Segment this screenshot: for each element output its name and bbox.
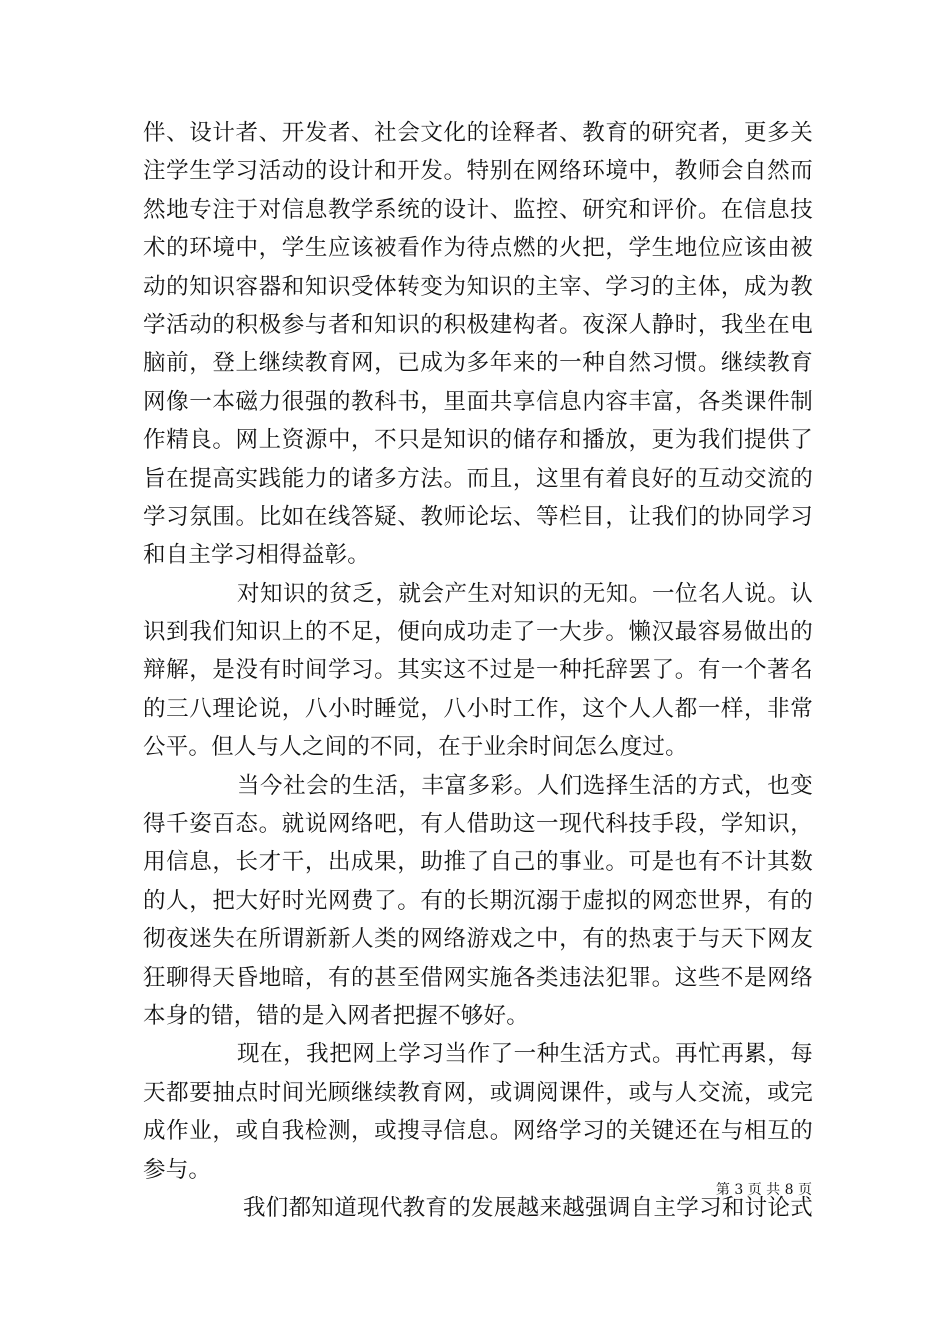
text-line-17: 公平。但人与人之间的不同，在于业余时间怎么度过。 xyxy=(143,734,688,761)
text-line-5: 动的知识容器和知识受体转变为知识的主宰、学习的主体，成为教 xyxy=(143,273,813,300)
text-line-24: 本身的错，错的是入网者把握不够好。 xyxy=(143,1002,529,1029)
text-line-4: 术的环境中，学生应该被看作为待点燃的火把，学生地位应该由被 xyxy=(143,235,813,262)
text-line-19: 得千姿百态。就说网络吧，有人借助这一现代科技手段，学知识， xyxy=(143,811,813,838)
body-text xyxy=(143,114,813,1227)
page-number-footer: 第 3 页 共 8 页 xyxy=(715,1182,812,1198)
text-line-29: 我们都知道现代教育的发展越来越强调自主学习和讨论式 xyxy=(243,1194,813,1221)
text-line-20: 用信息，长才干，出成果，助推了自己的事业。可是也有不计其数 xyxy=(143,849,813,876)
text-line-6: 学活动的积极参与者和知识的积极建构者。夜深人静时，我坐在电 xyxy=(143,311,813,338)
text-line-2: 注学生学习活动的设计和开发。特别在网络环境中，教师会自然而 xyxy=(143,158,813,185)
text-line-14: 识到我们知识上的不足，便向成功走了一大步。懒汉最容易做出的 xyxy=(143,619,813,646)
text-line-3: 然地专注于对信息教学系统的设计、监控、研究和评价。在信息技 xyxy=(143,196,813,223)
text-line-13: 对知识的贫乏，就会产生对知识的无知。一位名人说。认 xyxy=(237,580,813,607)
text-line-10: 旨在提高实践能力的诸多方法。而且，这里有着良好的互动交流的 xyxy=(143,465,813,492)
text-line-18: 当今社会的生活，丰富多彩。人们选择生活的方式，也变 xyxy=(237,772,813,799)
text-line-9: 作精良。网上资源中，不只是知识的储存和播放，更为我们提供了 xyxy=(143,427,813,454)
text-line-26: 天都要抽点时间光顾继续教育网，或调阅课件，或与人交流，或完 xyxy=(143,1079,813,1106)
text-line-22: 彻夜迷失在所谓新新人类的网络游戏之中，有的热衷于与天下网友 xyxy=(143,926,813,953)
text-line-23: 狂聊得天昏地暗，有的甚至借网实施各类违法犯罪。这些不是网络 xyxy=(143,964,813,991)
text-line-25: 现在，我把网上学习当作了一种生活方式。再忙再累，每 xyxy=(237,1041,813,1068)
text-line-27: 成作业，或自我检测，或搜寻信息。网络学习的关键还在与相互的 xyxy=(143,1118,813,1145)
text-line-16: 的三八理论说，八小时睡觉，八小时工作，这个人人都一样，非常 xyxy=(143,695,813,722)
text-line-12: 和自主学习相得益彰。 xyxy=(143,542,371,569)
text-line-15: 辩解，是没有时间学习。其实这不过是一种托辞罢了。有一个著名 xyxy=(143,657,813,684)
text-line-8: 网像一本磁力很强的教科书，里面共享信息内容丰富，各类课件制 xyxy=(143,388,813,415)
text-line-21: 的人，把大好时光网费了。有的长期沉溺于虚拟的网恋世界，有的 xyxy=(143,887,813,914)
text-line-1: 伴、设计者、开发者、社会文化的诠释者、教育的研究者，更多关 xyxy=(143,120,813,146)
text-line-28: 参与。 xyxy=(143,1156,212,1183)
text-line-11: 学习氛围。比如在线答疑、教师论坛、等栏目，让我们的协同学习 xyxy=(143,503,813,530)
text-line-7: 脑前，登上继续教育网，已成为多年来的一种自然习惯。继续教育 xyxy=(143,350,813,377)
